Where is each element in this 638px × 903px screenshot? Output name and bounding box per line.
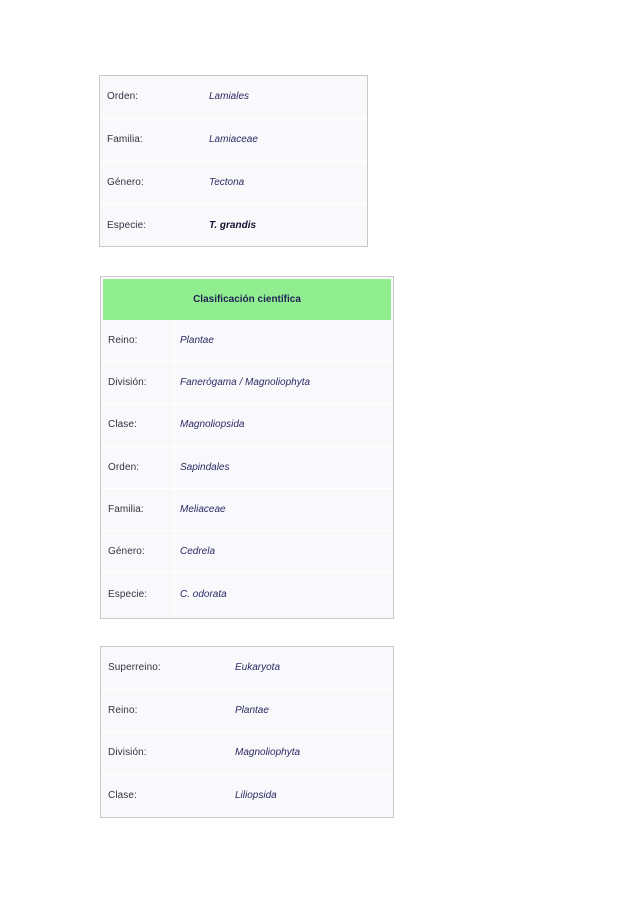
taxobox-rows <box>101 320 393 615</box>
row-value: Plantae <box>235 704 269 716</box>
row-value: Plantae <box>180 335 214 347</box>
taxobox-liliopsida <box>100 646 394 818</box>
row-value: Eukaryota <box>235 662 281 674</box>
taxo-row-especie <box>100 204 367 247</box>
taxo-row-familia <box>100 119 367 162</box>
row-label: Género: <box>107 176 144 188</box>
row-value: Magnoliopsida <box>180 419 245 431</box>
row-value: Tectona <box>209 176 245 188</box>
taxo-row-clase <box>101 775 393 818</box>
row-value: Cedrela <box>180 546 216 558</box>
row-label: Especie: <box>107 220 147 232</box>
row-label: Orden: <box>107 91 139 103</box>
row-label: Familia: <box>107 134 143 146</box>
row-value: Sapindales <box>180 461 230 473</box>
taxobox-cedrela <box>100 276 394 619</box>
row-label: Reino: <box>108 704 138 716</box>
taxo-row-familia <box>101 489 393 531</box>
taxo-row-orden <box>100 76 367 119</box>
taxo-row-division <box>101 732 393 775</box>
taxo-row-especie <box>101 573 393 615</box>
row-label: División: <box>108 747 147 759</box>
row-label: Especie: <box>101 573 175 615</box>
taxo-row-genero <box>101 531 393 573</box>
taxo-row-division <box>101 362 393 404</box>
row-value: Meliaceae <box>180 503 226 515</box>
row-value: Liliopsida <box>235 790 277 802</box>
taxobox-header: Clasificación científica <box>103 279 391 320</box>
row-value: Fanerógama / Magnoliophyta <box>180 377 311 389</box>
row-label: Orden: <box>101 447 175 488</box>
row-value: Lamiaceae <box>209 134 258 146</box>
row-label: Clase: <box>108 790 137 802</box>
row-value: Magnoliophyta <box>235 747 301 759</box>
taxo-row-reino <box>101 690 393 733</box>
row-label: Clase: <box>101 404 175 445</box>
taxo-row-genero <box>100 162 367 205</box>
taxo-row-superreino <box>101 647 393 690</box>
row-value: C. odorata <box>180 588 227 600</box>
row-label: Género: <box>101 531 175 572</box>
row-label: Superreino: <box>108 662 161 674</box>
row-label: División: <box>101 362 175 403</box>
taxobox-tectona <box>99 75 368 247</box>
taxo-row-clase <box>101 404 393 446</box>
row-label: Reino: <box>101 320 175 361</box>
taxo-row-orden <box>101 447 393 489</box>
row-value: T. grandis <box>209 220 257 232</box>
row-value: Lamiales <box>209 91 250 103</box>
row-label: Familia: <box>101 489 175 530</box>
taxo-row-reino <box>101 320 393 362</box>
